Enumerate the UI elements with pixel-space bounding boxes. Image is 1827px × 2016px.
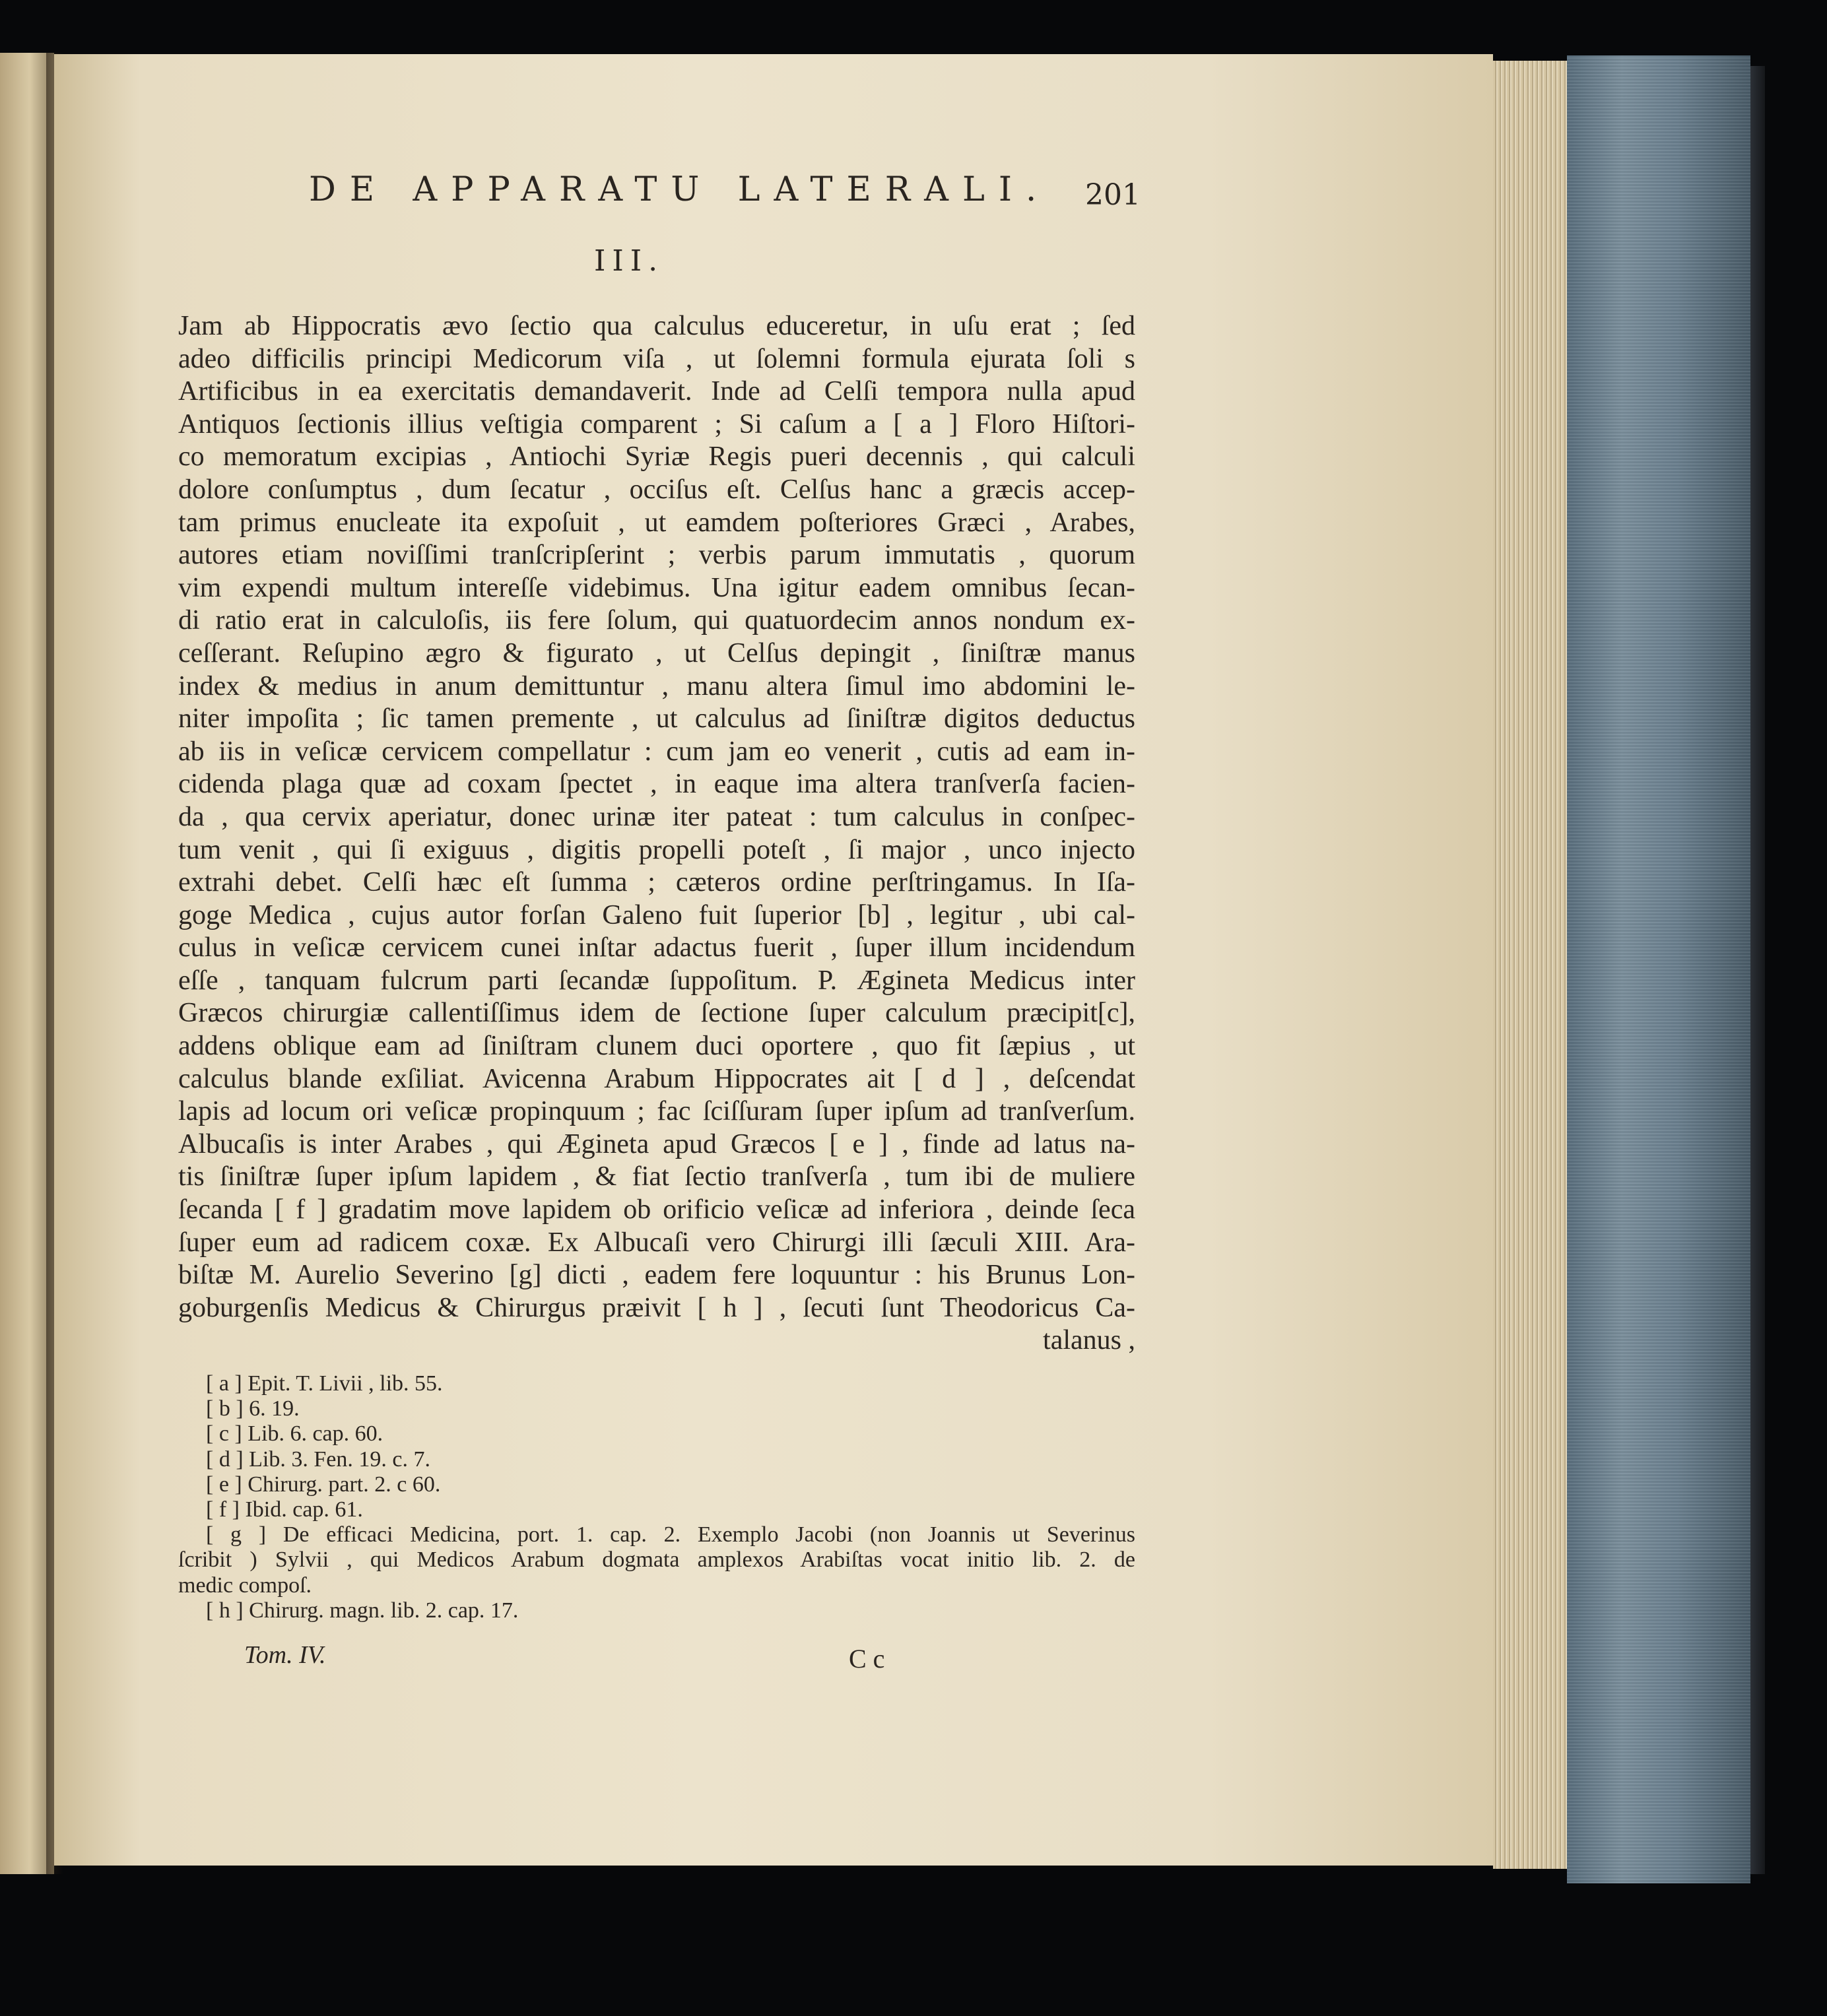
body-line: lapis ad locum ori veſicæ propinquum ; fac ſciſſuram ſuper ipſum ad tranſverſum. bbox=[178, 1096, 1135, 1127]
body-line: vim expendi multum intereſſe videbimus. Una igitur eadem omnibus ſecan- bbox=[178, 572, 1135, 603]
text-block-edge bbox=[1567, 55, 1750, 1883]
page-number: 201 bbox=[1085, 178, 1141, 212]
page-edges bbox=[1493, 61, 1568, 1869]
body-line: cidenda plaga quæ ad coxam ſpectet , in eaque ima altera tranſverſa facien- bbox=[178, 769, 1135, 800]
volume-line: Tom. IV. bbox=[244, 1641, 326, 1669]
body-line: ſuper eum ad radicem coxæ. Ex Albucaſi vero Chirurgi illi ſæculi XIII. Ara- bbox=[178, 1227, 1135, 1258]
body-line: tis ſiniſtræ ſuper ipſum lapidem , & fiat ſectio tranſverſa , tum ibi de muliere bbox=[178, 1161, 1135, 1192]
body-line: adeo difficilis principi Medicorum viſa , ut ſolemni formula ejurata ſoli s bbox=[178, 343, 1135, 374]
body-line: di ratio erat in calculoſis, iis fere ſolum, qui quatuordecim annos nondum ex- bbox=[178, 605, 1135, 636]
body-line: goburgenſis Medicus & Chirurgus præivit [ h ] , ſecuti ſunt Theodoricus Ca- bbox=[178, 1292, 1135, 1323]
body-line: talanus , bbox=[1043, 1325, 1135, 1356]
body-line: tam primus enucleate ita expoſuit , ut eamdem poſteriores Græci , Arabes, bbox=[178, 507, 1135, 538]
body-line: co memoratum excipias , Antiochi Syriæ Regis pueri decennis , qui calculi bbox=[178, 441, 1135, 472]
body-line: ab iis in veſicæ cervicem compellatur : cum jam eo venerit , cutis ad eam in- bbox=[178, 736, 1135, 767]
body-line: ſecanda [ f ] gradatim move lapidem ob orificio veſicæ ad inferiora , deinde ſeca bbox=[178, 1194, 1135, 1225]
footnote-line: [ h ] Chirurg. magn. lib. 2. cap. 17. bbox=[206, 1598, 519, 1623]
body-text bbox=[178, 310, 1135, 1357]
footnote-line: [ f ] Ibid. cap. 61. bbox=[206, 1497, 363, 1522]
body-line: Jam ab Hippocratis ævo ſectio qua calculus educeretur, in uſu erat ; ſed bbox=[178, 311, 1135, 341]
footnote-line: [ b ] 6. 19. bbox=[206, 1396, 300, 1421]
body-line: biſtæ M. Aurelio Severino [g] dicti , eadem fere loquuntur : his Brunus Lon- bbox=[178, 1260, 1135, 1291]
section-number: III. bbox=[594, 244, 665, 278]
body-line: autores etiam noviſſimi tranſcripſerint ; verbis parum immutatis , quorum bbox=[178, 540, 1135, 571]
body-line: dolore conſumptus , dum ſecatur , occiſus eſt. Celſus hanc a græcis accep- bbox=[178, 474, 1135, 505]
body-line: culus in veſicæ cervicem cunei inſtar adactus fuerit , ſuper illum incidendum bbox=[178, 932, 1135, 963]
body-line: Albucaſis is inter Arabes , qui Ægineta apud Græcos [ e ] , finde ad latus na- bbox=[178, 1128, 1135, 1159]
body-line: addens oblique eam ad ſiniſtram clunem duci oportere , quo fit ſæpius , ut bbox=[178, 1031, 1135, 1062]
running-head: DE APPARATU LATERALI. bbox=[309, 170, 1051, 209]
body-line: eſſe , tanquam fulcrum parti ſecandæ ſuppoſitum. P. Ægineta Medicus inter bbox=[178, 965, 1135, 996]
footnotes bbox=[178, 1371, 1135, 1623]
body-line: extrahi debet. Celſi hæc eſt ſumma ; cæteros ordine perſtringamus. In Iſa- bbox=[178, 867, 1135, 898]
body-line: calculus blande exſiliat. Avicenna Arabum Hippocrates ait [ d ] , deſcendat bbox=[178, 1063, 1135, 1094]
body-line: niter impoſita ; ſic tamen premente , ut calculus ad ſiniſtræ digitos deductus bbox=[178, 703, 1135, 734]
body-line: goge Medica , cujus autor forſan Galeno fuit ſuperior [b] , legitur , ubi cal- bbox=[178, 899, 1135, 930]
signature-mark: C c bbox=[849, 1644, 885, 1674]
footnote-line: ſcribit ) Sylvii , qui Medicos Arabum dogmata amplexos Arabiſtas vocat initio lib. 2. de bbox=[178, 1547, 1135, 1573]
footnote-line: medic compoſ. bbox=[178, 1573, 312, 1598]
body-line: ceſſerant. Reſupino ægro & figurato , ut Celſus depingit , ſiniſtræ manus bbox=[178, 637, 1135, 668]
body-line: da , qua cervix aperiatur, donec urinæ iter pateat : tum calculus in conſpec- bbox=[178, 801, 1135, 832]
footnote-line: [ g ] De efficaci Medicina, port. 1. cap. 2. Exemplo Jacobi (non Joannis ut Severinus bbox=[206, 1522, 1135, 1547]
body-line: index & medius in anum demittuntur , manu altera ſimul imo abdomini le- bbox=[178, 670, 1135, 701]
footnote-line: [ a ] Epit. T. Livii , lib. 55. bbox=[206, 1371, 443, 1396]
footnote-line: [ c ] Lib. 6. cap. 60. bbox=[206, 1421, 383, 1447]
footnote-line: [ e ] Chirurg. part. 2. c 60. bbox=[206, 1472, 441, 1497]
cover-edge bbox=[1750, 66, 1765, 1874]
body-line: Antiquos ſectionis illius veſtigia comparent ; Si caſum a [ a ] Floro Hiſtori- bbox=[178, 408, 1135, 439]
body-line: Græcos chirurgiæ callentiſſimus idem de ſectione ſuper calculum præcipit[c], bbox=[178, 998, 1135, 1029]
body-line: tum venit , qui ſi exiguus , digitis propelli poteſt , ſi major , unco injecto bbox=[178, 834, 1135, 865]
footnote-line: [ d ] Lib. 3. Fen. 19. c. 7. bbox=[206, 1447, 430, 1472]
body-line: Artificibus in ea exercitatis demandaverit. Inde ad Celſi tempora nulla apud bbox=[178, 376, 1135, 407]
